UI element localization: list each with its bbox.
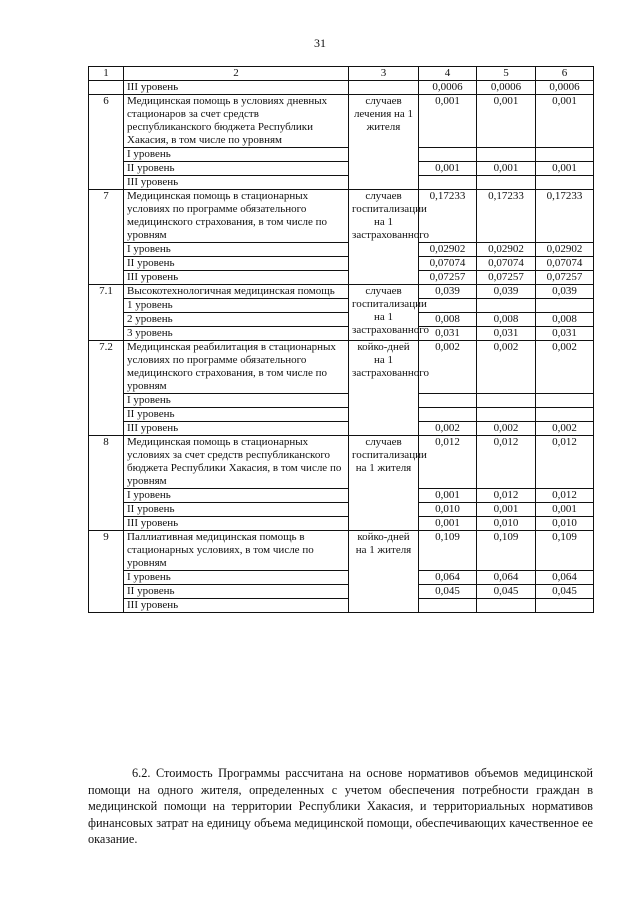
level-label: I уровень — [124, 394, 349, 408]
value-cell: 0,002 — [419, 341, 477, 394]
table-row — [89, 299, 594, 313]
table-row — [89, 394, 594, 408]
value-cell: 0,064 — [477, 571, 536, 585]
table-row — [89, 489, 594, 503]
column-header: 4 — [419, 67, 477, 81]
table-row — [89, 531, 594, 571]
value-cell: 0,064 — [419, 571, 477, 585]
value-cell: 0,07074 — [536, 257, 594, 271]
value-cell: 0,0006 — [419, 81, 477, 95]
table-row — [89, 585, 594, 599]
table-row — [89, 408, 594, 422]
table-row — [89, 327, 594, 341]
table-row — [89, 271, 594, 285]
table-header-row — [89, 67, 594, 81]
level-label: I уровень — [124, 148, 349, 162]
value-cell: 0,002 — [536, 341, 594, 394]
value-cell: 0,07074 — [419, 257, 477, 271]
table-row — [89, 517, 594, 531]
value-cell — [536, 599, 594, 613]
value-cell: 0,001 — [477, 503, 536, 517]
value-cell — [419, 599, 477, 613]
table-row — [89, 503, 594, 517]
section-title: Медицинская реабилитация в стационарных условиях по программе обязательного медицинского страхования, в том числе по уровням — [124, 341, 349, 394]
value-cell: 0,109 — [536, 531, 594, 571]
value-cell: 0,031 — [419, 327, 477, 341]
table-row — [89, 81, 594, 95]
table-row — [89, 436, 594, 489]
value-cell — [419, 408, 477, 422]
table-row — [89, 571, 594, 585]
value-cell: 0,002 — [477, 341, 536, 394]
level-label: 1 уровень — [124, 299, 349, 313]
level-label: II уровень — [124, 585, 349, 599]
value-cell: 0,008 — [419, 313, 477, 327]
section-title: Паллиативная медицинская помощь в стационарных условиях, в том числе по уровням — [124, 531, 349, 571]
unit-cell: койко-дней на 1 застрахованного — [349, 341, 419, 436]
value-cell — [536, 299, 594, 313]
value-cell — [477, 299, 536, 313]
value-cell: 0,0006 — [477, 81, 536, 95]
section-title: Медицинская помощь в условиях дневных стационаров за счет средств республиканского бюджета Республики Хакасия, в том числе по уровням — [124, 95, 349, 148]
value-cell: 0,17233 — [536, 190, 594, 243]
section-title: Медицинская помощь в стационарных условиях по программе обязательного медицинского страхования, в том числе по уровням — [124, 190, 349, 243]
value-cell: 0,045 — [419, 585, 477, 599]
table-row — [89, 285, 594, 299]
page-number: 31 — [314, 36, 326, 50]
value-cell — [419, 394, 477, 408]
table-row — [89, 190, 594, 243]
value-cell: 0,07257 — [536, 271, 594, 285]
level-label: II уровень — [124, 257, 349, 271]
value-cell — [536, 394, 594, 408]
section-number: 7.1 — [89, 285, 124, 341]
value-cell: 0,001 — [419, 162, 477, 176]
level-label: I уровень — [124, 571, 349, 585]
level-label: II уровень — [124, 162, 349, 176]
value-cell: 0,008 — [477, 313, 536, 327]
value-cell: 0,045 — [477, 585, 536, 599]
unit-cell: койко-дней на 1 жителя — [349, 531, 419, 613]
value-cell: 0,07257 — [477, 271, 536, 285]
value-cell: 0,002 — [419, 422, 477, 436]
value-cell: 0,001 — [536, 503, 594, 517]
table-row — [89, 313, 594, 327]
value-cell: 0,02902 — [536, 243, 594, 257]
table-row — [89, 257, 594, 271]
value-cell: 0,001 — [477, 95, 536, 148]
level-label: 3 уровень — [124, 327, 349, 341]
unit-cell: случаев госпитализации на 1 жителя — [349, 436, 419, 531]
value-cell: 0,031 — [536, 327, 594, 341]
level-label: II уровень — [124, 503, 349, 517]
column-header: 1 — [89, 67, 124, 81]
value-cell: 0,010 — [536, 517, 594, 531]
level-label: III уровень — [124, 271, 349, 285]
value-cell: 0,039 — [419, 285, 477, 299]
level-label: 2 уровень — [124, 313, 349, 327]
level-label: I уровень — [124, 489, 349, 503]
value-cell: 0,07074 — [477, 257, 536, 271]
section-number: 7.2 — [89, 341, 124, 436]
column-header: 2 — [124, 67, 349, 81]
section-number: 6 — [89, 95, 124, 190]
value-cell: 0,012 — [477, 436, 536, 489]
value-cell: 0,02902 — [419, 243, 477, 257]
value-cell — [477, 408, 536, 422]
value-cell — [477, 599, 536, 613]
value-cell: 0,012 — [536, 436, 594, 489]
section-number: 9 — [89, 531, 124, 613]
table-row — [89, 176, 594, 190]
paragraph-6-2: 6.2. Стоимость Программы рассчитана на основе нормативов объемов медицинской помощи на одного жителя, определенных с учетом обеспечения потребности граждан в медицинской помощи на территории Республики Хакасия, и территориальных нормативов финансовых затрат на единицу объема медицинской помощи, обеспечивающих качественное ее оказание. — [88, 766, 593, 846]
value-cell: 0,064 — [536, 571, 594, 585]
value-cell: 0,010 — [477, 517, 536, 531]
value-cell — [419, 176, 477, 190]
table-row — [89, 243, 594, 257]
level-label: III уровень — [124, 517, 349, 531]
value-cell: 0,012 — [419, 436, 477, 489]
value-cell: 0,002 — [477, 422, 536, 436]
value-cell: 0,010 — [419, 503, 477, 517]
table-row — [89, 95, 594, 148]
section-number: 7 — [89, 190, 124, 285]
value-cell: 0,002 — [536, 422, 594, 436]
value-cell: 0,001 — [536, 162, 594, 176]
level-label: III уровень — [124, 422, 349, 436]
value-cell: 0,031 — [477, 327, 536, 341]
value-cell — [477, 176, 536, 190]
section-title: Медицинская помощь в стационарных условиях за счет средств республиканского бюджета Республики Хакасия, в том числе по уровням — [124, 436, 349, 489]
value-cell: 0,012 — [536, 489, 594, 503]
value-cell: 0,17233 — [419, 190, 477, 243]
column-header: 3 — [349, 67, 419, 81]
table-row — [89, 148, 594, 162]
value-cell: 0,07257 — [419, 271, 477, 285]
level-label: I уровень — [124, 243, 349, 257]
level-label: III уровень — [124, 81, 349, 95]
level-label: III уровень — [124, 176, 349, 190]
table-row — [89, 162, 594, 176]
value-cell — [536, 408, 594, 422]
column-header: 6 — [536, 67, 594, 81]
column-header: 5 — [477, 67, 536, 81]
value-cell: 0,001 — [419, 95, 477, 148]
value-cell: 0,045 — [536, 585, 594, 599]
table-row — [89, 422, 594, 436]
value-cell: 0,0006 — [536, 81, 594, 95]
value-cell — [419, 148, 477, 162]
value-cell — [536, 176, 594, 190]
value-cell: 0,17233 — [477, 190, 536, 243]
unit-cell: случаев госпитализации на 1 застрахованного — [349, 285, 419, 341]
value-cell: 0,001 — [419, 489, 477, 503]
unit-cell: случаев лечения на 1 жителя — [349, 95, 419, 190]
value-cell — [477, 148, 536, 162]
value-cell: 0,109 — [477, 531, 536, 571]
table-row — [89, 599, 594, 613]
value-cell — [419, 299, 477, 313]
table-row — [89, 341, 594, 394]
value-cell: 0,02902 — [477, 243, 536, 257]
norms-table — [88, 66, 594, 613]
value-cell: 0,109 — [419, 531, 477, 571]
unit-cell: случаев госпитализации на 1 застрахованного — [349, 190, 419, 285]
value-cell: 0,008 — [536, 313, 594, 327]
value-cell — [477, 394, 536, 408]
value-cell: 0,039 — [477, 285, 536, 299]
section-title: Высокотехнологичная медицинская помощь — [124, 285, 349, 299]
value-cell: 0,001 — [419, 517, 477, 531]
level-label: III уровень — [124, 599, 349, 613]
value-cell: 0,012 — [477, 489, 536, 503]
section-number: 8 — [89, 436, 124, 531]
table-body — [89, 81, 594, 613]
value-cell — [536, 148, 594, 162]
value-cell: 0,039 — [536, 285, 594, 299]
level-label: II уровень — [124, 408, 349, 422]
value-cell: 0,001 — [477, 162, 536, 176]
value-cell: 0,001 — [536, 95, 594, 148]
